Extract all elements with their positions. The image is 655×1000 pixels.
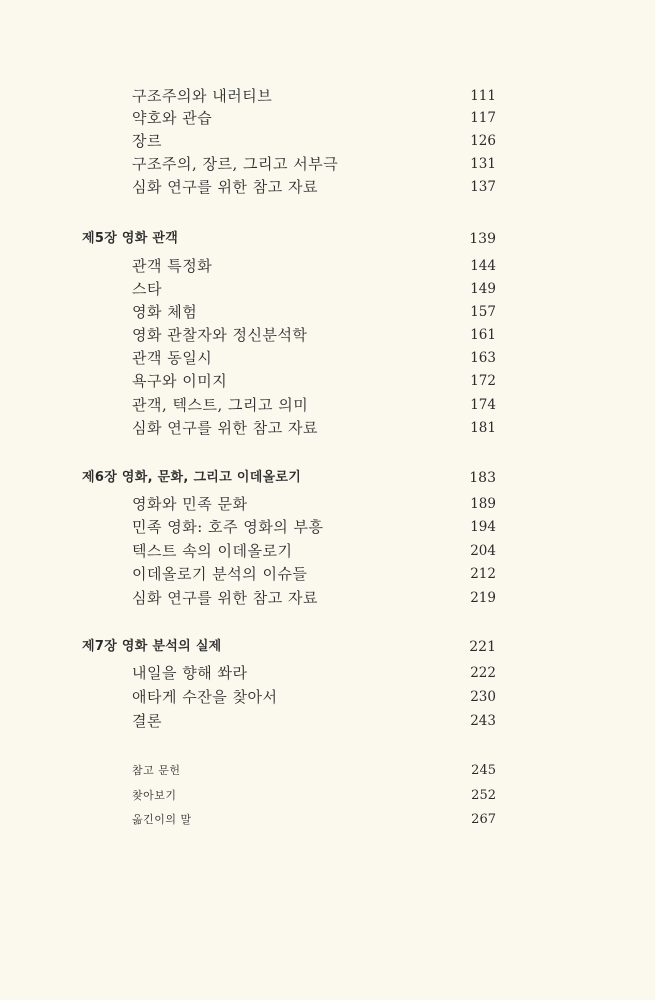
entry-title: 심화 연구를 위한 참고 자료 (132, 419, 318, 437)
entry-title: 찾아보기 (132, 789, 177, 802)
back-matter-entry (0, 809, 655, 831)
chapter-heading (0, 467, 655, 489)
toc-entry (0, 686, 655, 708)
toc-entry (0, 394, 655, 416)
entry-page: 174 (470, 397, 496, 413)
entry-title: 관객 특정화 (132, 257, 213, 275)
toc-entry (0, 85, 655, 107)
entry-page: 204 (470, 543, 496, 559)
entry-page: 245 (471, 763, 496, 778)
toc-entry (0, 417, 655, 439)
entry-page: 126 (470, 133, 496, 149)
chapter-heading (0, 228, 655, 250)
toc-entry (0, 587, 655, 609)
toc-entry (0, 107, 655, 129)
entry-page: 161 (470, 327, 496, 343)
chapter-heading (0, 636, 655, 658)
entry-page: 221 (469, 639, 496, 655)
entry-page: 144 (470, 258, 496, 274)
chapter-title: 제5장 영화 관객 (82, 231, 179, 246)
toc-entry (0, 301, 655, 323)
entry-title: 참고 문헌 (132, 764, 181, 777)
toc-entry (0, 516, 655, 538)
entry-page: 181 (470, 420, 496, 436)
entry-page: 163 (470, 350, 496, 366)
toc-entry (0, 130, 655, 152)
entry-page: 149 (470, 281, 496, 297)
entry-title: 약호와 관습 (132, 109, 213, 127)
entry-title: 심화 연구를 위한 참고 자료 (132, 589, 318, 607)
toc-entry (0, 255, 655, 277)
entry-page: 137 (470, 179, 496, 195)
toc-entry (0, 153, 655, 175)
back-matter-entry (0, 760, 655, 782)
toc-entry (0, 662, 655, 684)
toc-entry (0, 278, 655, 300)
entry-title: 민족 영화: 호주 영화의 부흥 (132, 518, 324, 536)
toc-entry (0, 493, 655, 515)
entry-page: 243 (470, 713, 496, 729)
entry-title: 관객, 텍스트, 그리고 의미 (132, 396, 309, 414)
entry-title: 영화 관찰자와 정신분석학 (132, 326, 308, 344)
toc-entry (0, 710, 655, 732)
entry-title: 옮긴이의 말 (132, 813, 192, 826)
entry-page: 219 (470, 590, 496, 606)
back-matter-entry (0, 785, 655, 807)
entry-page: 117 (470, 110, 496, 126)
toc-entry (0, 176, 655, 198)
entry-title: 영화 체험 (132, 303, 198, 321)
entry-title: 욕구와 이미지 (132, 372, 228, 390)
entry-page: 230 (470, 689, 496, 705)
entry-title: 애타게 수잔을 찾아서 (132, 688, 278, 706)
toc-entry (0, 563, 655, 585)
toc-entry (0, 370, 655, 392)
entry-title: 이데올로기 분석의 이슈들 (132, 565, 308, 583)
entry-page: 139 (469, 231, 496, 247)
entry-page: 172 (470, 373, 496, 389)
entry-title: 심화 연구를 위한 참고 자료 (132, 178, 318, 196)
entry-page: 222 (470, 665, 496, 681)
entry-page: 267 (471, 812, 496, 827)
toc-entry (0, 324, 655, 346)
chapter-title: 제6장 영화, 문화, 그리고 이데올로기 (82, 470, 302, 485)
chapter-title: 제7장 영화 분석의 실제 (82, 639, 222, 654)
entry-title: 구조주의와 내러티브 (132, 87, 273, 105)
entry-title: 스타 (132, 280, 162, 298)
entry-page: 131 (470, 156, 496, 172)
entry-page: 183 (469, 470, 496, 486)
entry-title: 텍스트 속의 이데올로기 (132, 542, 293, 560)
entry-page: 111 (470, 88, 496, 104)
entry-title: 장르 (132, 132, 162, 150)
toc-entry (0, 540, 655, 562)
entry-title: 영화와 민족 문화 (132, 495, 248, 513)
entry-title: 내일을 향해 쏴라 (132, 664, 248, 682)
entry-page: 194 (470, 519, 496, 535)
toc-entry (0, 347, 655, 369)
entry-page: 252 (471, 788, 496, 803)
entry-page: 212 (470, 566, 496, 582)
entry-page: 157 (470, 304, 496, 320)
entry-title: 결론 (132, 712, 162, 730)
entry-title: 관객 동일시 (132, 349, 213, 367)
entry-page: 189 (470, 496, 496, 512)
entry-title: 구조주의, 장르, 그리고 서부극 (132, 155, 339, 173)
